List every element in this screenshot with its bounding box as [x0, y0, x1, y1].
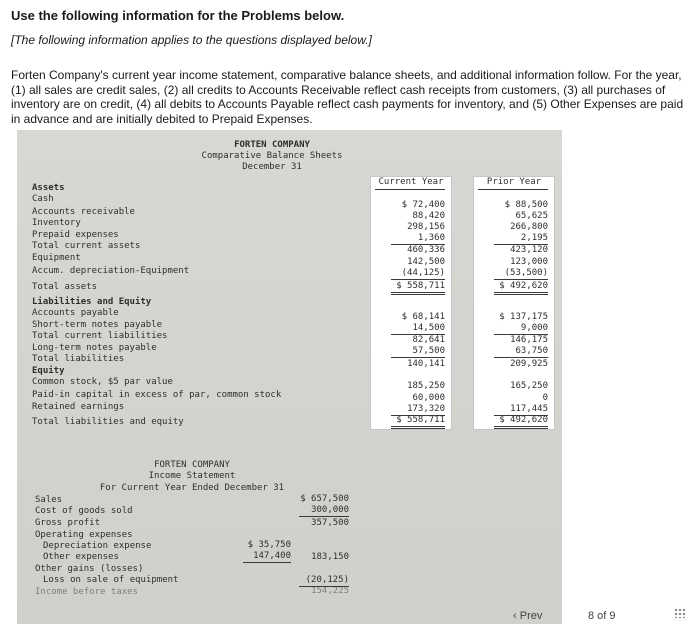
bs-label: Total assets — [32, 282, 98, 292]
bs-label: Cash — [32, 194, 54, 204]
bs-prior-value: 0 — [542, 393, 548, 403]
bs-cur-value: 142,500 — [407, 257, 445, 267]
bs-prior-value: 146,175 — [510, 335, 548, 345]
bs-label: Short-term notes payable — [32, 320, 163, 330]
grid-icon[interactable] — [674, 608, 686, 618]
bs-label: Inventory — [32, 218, 81, 228]
page-indicator: 8 of 9 — [588, 610, 616, 622]
is-company: FORTEN COMPANY — [154, 460, 230, 470]
is-period: For Current Year Ended December 31 — [99, 483, 285, 493]
bs-prior-value: $ 492,620 — [494, 415, 548, 429]
bs-label: Total current assets — [32, 241, 141, 251]
bs-cur-value: $ 72,400 — [401, 200, 445, 210]
bs-cur-value: 1,360 — [391, 233, 445, 245]
bs-cur-value: 82,641 — [412, 335, 445, 345]
bs-prior-value: 209,925 — [510, 359, 548, 369]
bs-cur-value: $ 68,141 — [401, 312, 445, 322]
is-total-value: 154,225 — [311, 586, 349, 596]
bs-cur-value: 60,000 — [412, 393, 445, 403]
bs-label: Accounts payable — [32, 308, 119, 318]
bs-label: Long-term notes payable — [32, 343, 157, 353]
bs-prior-value: $ 492,620 — [494, 281, 548, 295]
problem-heading: Use the following information for the Problems below. — [11, 8, 345, 23]
bs-cur-value: $ 558,711 — [391, 415, 445, 429]
bs-cur-value: 173,320 — [391, 404, 445, 416]
is-label: Depreciation expense — [43, 541, 152, 551]
is-label: Gross profit — [35, 518, 101, 528]
bs-cur-value: 88,420 — [412, 211, 445, 221]
bs-prior-value: 2,195 — [494, 233, 548, 245]
bs-label: Paid-in capital in excess of par, common stock — [32, 390, 282, 400]
bs-label: Liabilities and Equity — [32, 297, 152, 307]
bs-date: December 31 — [242, 162, 302, 172]
bs-prior-value: 63,750 — [494, 346, 548, 358]
col-current-year: Current Year — [378, 177, 444, 187]
bs-label: Accounts receivable — [32, 207, 135, 217]
bs-prior-value: $ 137,175 — [499, 312, 548, 322]
bs-cur-value: 298,156 — [407, 222, 445, 232]
bs-prior-value: 423,120 — [510, 245, 548, 255]
bs-label: Common stock, $5 par value — [32, 377, 173, 387]
bs-label: Total liabilities and equity — [32, 417, 184, 427]
bs-prior-value: $ 88,500 — [504, 200, 548, 210]
problem-subheading: [The following information applies to the questions displayed below.] — [11, 33, 372, 47]
is-detail-value: 147,400 — [243, 551, 291, 563]
bs-cur-value: 460,336 — [407, 245, 445, 255]
bs-company: FORTEN COMPANY — [234, 140, 310, 150]
is-label: Cost of goods sold — [35, 506, 133, 516]
bs-prior-value: 9,000 — [494, 323, 548, 335]
bs-cur-value: $ 558,711 — [391, 281, 445, 295]
is-total-value: 300,000 — [299, 505, 349, 517]
bs-label: Assets — [32, 183, 65, 193]
problem-intro: Forten Company's current year income statement, comparative balance sheets, and additional information follow. For the year, (1) all sales are credit sales, (2) all credits to Accounts Receivable reflect cash receipts from customers, (3) all purchases of inventory are on credit, (4) all debits to Accounts Payable reflect cash payments for inventory, and (5) Other Expenses are paid in advance and are initially debited to Prepaid Expenses. — [11, 68, 684, 126]
bs-cur-value: 140,141 — [407, 359, 445, 369]
bs-prior-value: 117,445 — [494, 404, 548, 416]
is-total-value: 357,500 — [311, 518, 349, 528]
bs-label: Retained earnings — [32, 402, 125, 412]
prev-label: Prev — [519, 610, 543, 622]
bs-label: Equipment — [32, 253, 81, 263]
is-label: Loss on sale of equipment — [43, 575, 179, 585]
bs-label: Total liabilities — [32, 354, 125, 364]
bs-label: Accum. depreciation-Equipment — [32, 266, 190, 276]
bs-title: Comparative Balance Sheets — [201, 151, 343, 161]
chevron-left-icon: ‹ — [513, 610, 517, 622]
is-total-value: 183,150 — [311, 552, 349, 562]
bs-cur-value: (44,125) — [391, 268, 445, 280]
bs-label: Prepaid expenses — [32, 230, 119, 240]
bs-prior-value: 165,250 — [510, 381, 548, 391]
bs-prior-value: 123,000 — [510, 257, 548, 267]
bs-cur-value: 57,500 — [391, 346, 445, 358]
is-label: Income before taxes — [35, 587, 138, 597]
bs-cur-value: 14,500 — [391, 323, 445, 335]
is-total-value: (20,125) — [299, 575, 349, 587]
is-label: Other expenses — [43, 552, 119, 562]
prev-button[interactable] — [513, 610, 542, 622]
financial-statements-image — [17, 130, 562, 624]
is-total-value: $ 657,500 — [300, 494, 349, 504]
is-detail-value: $ 35,750 — [247, 540, 291, 550]
bs-label: Total current liabilities — [32, 331, 168, 341]
is-label: Operating expenses — [35, 530, 133, 540]
bs-prior-value: 266,800 — [510, 222, 548, 232]
col-prior-year: Prior Year — [486, 177, 542, 187]
bs-cur-value: 185,250 — [407, 381, 445, 391]
is-label: Other gains (losses) — [35, 564, 144, 574]
bs-prior-value: (53,500) — [494, 268, 548, 280]
is-label: Sales — [35, 495, 63, 505]
is-title: Income Statement — [148, 471, 236, 481]
bs-prior-value: 65,625 — [515, 211, 548, 221]
bs-label: Equity — [32, 366, 65, 376]
